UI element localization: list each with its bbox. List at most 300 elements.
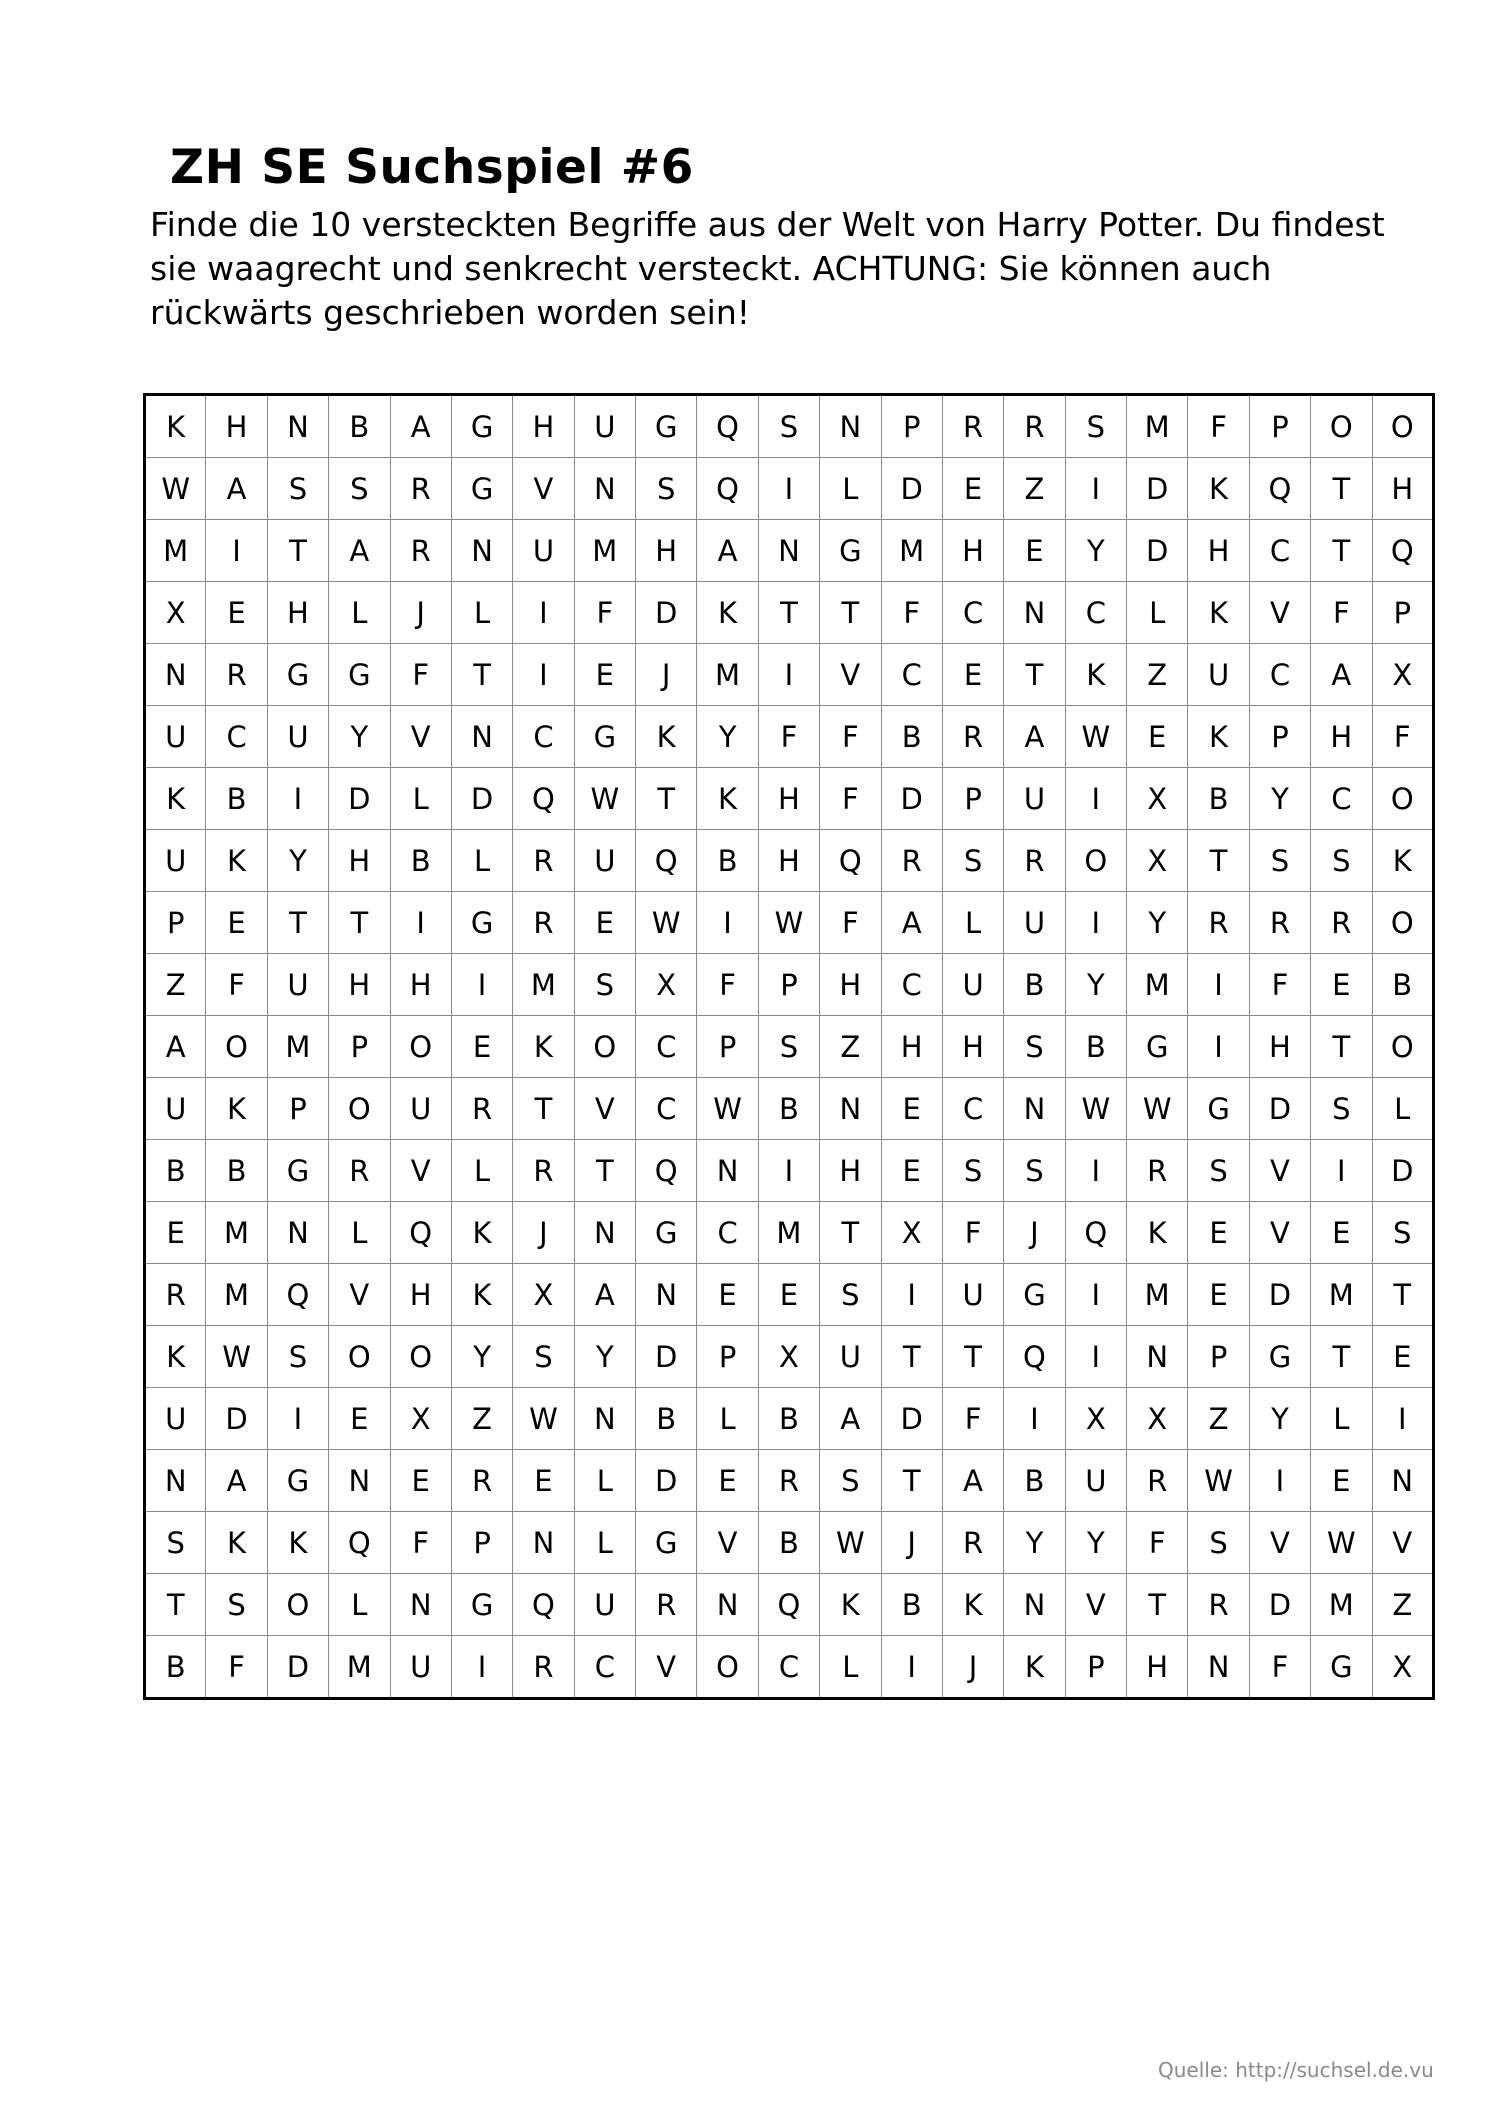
grid-cell[interactable]: R (390, 458, 451, 520)
grid-cell[interactable]: V (1249, 1202, 1310, 1264)
grid-cell[interactable]: Y (1249, 1388, 1310, 1450)
grid-cell[interactable]: C (942, 582, 1003, 644)
grid-cell[interactable]: L (697, 1388, 758, 1450)
grid-cell[interactable]: C (942, 1078, 1003, 1140)
grid-cell[interactable]: T (1127, 1574, 1188, 1636)
grid-cell[interactable]: X (1372, 644, 1434, 706)
grid-cell[interactable]: Y (267, 830, 328, 892)
grid-cell[interactable]: J (513, 1202, 574, 1264)
grid-cell[interactable]: D (267, 1636, 328, 1699)
grid-cell[interactable]: F (206, 1636, 267, 1699)
grid-cell[interactable]: R (1004, 830, 1065, 892)
grid-cell[interactable]: N (267, 1202, 328, 1264)
grid-cell[interactable]: Y (1065, 954, 1126, 1016)
grid-cell[interactable]: W (1065, 706, 1126, 768)
grid-cell[interactable]: S (1004, 1016, 1065, 1078)
grid-cell[interactable]: Y (1004, 1512, 1065, 1574)
grid-cell[interactable]: K (206, 1078, 267, 1140)
grid-cell[interactable]: K (145, 1326, 206, 1388)
grid-cell[interactable]: N (329, 1450, 390, 1512)
grid-cell[interactable]: A (206, 1450, 267, 1512)
grid-cell[interactable]: E (1127, 706, 1188, 768)
grid-cell[interactable]: N (145, 1450, 206, 1512)
grid-cell[interactable]: S (267, 458, 328, 520)
grid-cell[interactable]: O (574, 1016, 635, 1078)
grid-cell[interactable]: M (267, 1016, 328, 1078)
grid-cell[interactable]: E (574, 644, 635, 706)
grid-cell[interactable]: B (881, 1574, 942, 1636)
grid-cell[interactable]: N (1004, 1574, 1065, 1636)
grid-cell[interactable]: S (267, 1326, 328, 1388)
grid-cell[interactable]: Z (145, 954, 206, 1016)
grid-cell[interactable]: P (942, 768, 1003, 830)
grid-cell[interactable]: X (1127, 768, 1188, 830)
grid-cell[interactable]: X (145, 582, 206, 644)
grid-cell[interactable]: Z (820, 1016, 881, 1078)
grid-cell[interactable]: M (758, 1202, 819, 1264)
grid-cell[interactable]: S (513, 1326, 574, 1388)
grid-cell[interactable]: O (390, 1326, 451, 1388)
grid-cell[interactable]: R (513, 892, 574, 954)
grid-cell[interactable]: I (758, 644, 819, 706)
grid-cell[interactable]: L (574, 1512, 635, 1574)
grid-cell[interactable]: K (513, 1016, 574, 1078)
grid-cell[interactable]: N (145, 644, 206, 706)
grid-cell[interactable]: Q (267, 1264, 328, 1326)
grid-cell[interactable]: K (451, 1202, 512, 1264)
grid-cell[interactable]: L (329, 1574, 390, 1636)
grid-cell[interactable]: M (1127, 395, 1188, 458)
grid-cell[interactable]: D (1249, 1574, 1310, 1636)
grid-cell[interactable]: E (1311, 1202, 1372, 1264)
grid-cell[interactable]: T (942, 1326, 1003, 1388)
grid-cell[interactable]: X (881, 1202, 942, 1264)
grid-cell[interactable]: P (697, 1326, 758, 1388)
grid-cell[interactable]: P (1249, 706, 1310, 768)
grid-cell[interactable]: F (820, 892, 881, 954)
grid-cell[interactable]: N (513, 1512, 574, 1574)
grid-cell[interactable]: F (942, 1202, 1003, 1264)
grid-cell[interactable]: R (1188, 1574, 1249, 1636)
grid-cell[interactable]: D (1127, 458, 1188, 520)
grid-cell[interactable]: L (451, 1140, 512, 1202)
grid-cell[interactable]: B (1004, 954, 1065, 1016)
grid-cell[interactable]: H (881, 1016, 942, 1078)
grid-cell[interactable]: O (1065, 830, 1126, 892)
grid-cell[interactable]: L (390, 768, 451, 830)
grid-cell[interactable]: E (145, 1202, 206, 1264)
grid-cell[interactable]: H (636, 520, 697, 582)
grid-cell[interactable]: W (1065, 1078, 1126, 1140)
grid-cell[interactable]: I (451, 1636, 512, 1699)
grid-cell[interactable]: F (390, 644, 451, 706)
grid-cell[interactable]: M (206, 1264, 267, 1326)
grid-cell[interactable]: I (513, 644, 574, 706)
grid-cell[interactable]: L (1311, 1388, 1372, 1450)
grid-cell[interactable]: S (942, 1140, 1003, 1202)
grid-cell[interactable]: A (942, 1450, 1003, 1512)
grid-cell[interactable]: P (697, 1016, 758, 1078)
grid-cell[interactable]: O (1372, 1016, 1434, 1078)
grid-cell[interactable]: L (1372, 1078, 1434, 1140)
grid-cell[interactable]: H (329, 830, 390, 892)
grid-cell[interactable]: V (1249, 582, 1310, 644)
grid-cell[interactable]: X (758, 1326, 819, 1388)
grid-cell[interactable]: Y (574, 1326, 635, 1388)
grid-cell[interactable]: I (1065, 458, 1126, 520)
grid-cell[interactable]: W (1127, 1078, 1188, 1140)
grid-cell[interactable]: R (206, 644, 267, 706)
grid-cell[interactable]: F (942, 1388, 1003, 1450)
grid-cell[interactable]: I (1188, 1016, 1249, 1078)
grid-cell[interactable]: Z (1372, 1574, 1434, 1636)
grid-cell[interactable]: Q (758, 1574, 819, 1636)
grid-cell[interactable]: W (1311, 1512, 1372, 1574)
grid-cell[interactable]: M (1311, 1264, 1372, 1326)
grid-cell[interactable]: T (1311, 1326, 1372, 1388)
grid-cell[interactable]: D (636, 1326, 697, 1388)
grid-cell[interactable]: I (1065, 1264, 1126, 1326)
grid-cell[interactable]: K (1065, 644, 1126, 706)
grid-cell[interactable]: N (697, 1140, 758, 1202)
grid-cell[interactable]: U (1004, 768, 1065, 830)
grid-cell[interactable]: Q (513, 768, 574, 830)
grid-cell[interactable]: T (636, 768, 697, 830)
grid-cell[interactable]: G (1311, 1636, 1372, 1699)
grid-cell[interactable]: S (1311, 1078, 1372, 1140)
grid-cell[interactable]: T (1372, 1264, 1434, 1326)
grid-cell[interactable]: E (451, 1016, 512, 1078)
grid-cell[interactable]: H (390, 1264, 451, 1326)
grid-cell[interactable]: I (697, 892, 758, 954)
grid-cell[interactable]: I (390, 892, 451, 954)
grid-cell[interactable]: H (820, 1140, 881, 1202)
grid-cell[interactable]: I (1065, 1140, 1126, 1202)
grid-cell[interactable]: N (1004, 582, 1065, 644)
grid-cell[interactable]: Q (513, 1574, 574, 1636)
grid-cell[interactable]: I (267, 768, 328, 830)
grid-cell[interactable]: D (881, 458, 942, 520)
grid-cell[interactable]: E (1311, 1450, 1372, 1512)
grid-cell[interactable]: E (206, 892, 267, 954)
grid-cell[interactable]: H (758, 768, 819, 830)
grid-cell[interactable]: D (1249, 1264, 1310, 1326)
grid-cell[interactable]: H (390, 954, 451, 1016)
grid-cell[interactable]: U (574, 830, 635, 892)
grid-cell[interactable]: S (1249, 830, 1310, 892)
grid-cell[interactable]: L (820, 458, 881, 520)
grid-cell[interactable]: C (758, 1636, 819, 1699)
grid-cell[interactable]: O (1372, 768, 1434, 830)
grid-cell[interactable]: K (206, 830, 267, 892)
grid-cell[interactable]: B (1188, 768, 1249, 830)
grid-cell[interactable]: V (1249, 1140, 1310, 1202)
grid-cell[interactable]: C (1249, 520, 1310, 582)
grid-cell[interactable]: K (267, 1512, 328, 1574)
grid-cell[interactable]: L (942, 892, 1003, 954)
grid-cell[interactable]: K (697, 768, 758, 830)
grid-cell[interactable]: N (820, 1078, 881, 1140)
grid-cell[interactable]: G (820, 520, 881, 582)
grid-cell[interactable]: W (513, 1388, 574, 1450)
grid-cell[interactable]: H (1311, 706, 1372, 768)
grid-cell[interactable]: A (820, 1388, 881, 1450)
grid-cell[interactable]: H (942, 1016, 1003, 1078)
grid-cell[interactable]: F (1311, 582, 1372, 644)
grid-cell[interactable]: E (881, 1078, 942, 1140)
grid-cell[interactable]: S (820, 1450, 881, 1512)
grid-cell[interactable]: R (513, 1140, 574, 1202)
grid-cell[interactable]: F (1249, 954, 1310, 1016)
grid-cell[interactable]: K (636, 706, 697, 768)
grid-cell[interactable]: V (820, 644, 881, 706)
grid-cell[interactable]: L (1127, 582, 1188, 644)
grid-cell[interactable]: Q (1065, 1202, 1126, 1264)
grid-cell[interactable]: B (145, 1140, 206, 1202)
grid-cell[interactable]: C (636, 1016, 697, 1078)
grid-cell[interactable]: R (1249, 892, 1310, 954)
grid-cell[interactable]: N (574, 1202, 635, 1264)
grid-cell[interactable]: V (574, 1078, 635, 1140)
grid-cell[interactable]: H (329, 954, 390, 1016)
grid-cell[interactable]: R (451, 1078, 512, 1140)
grid-cell[interactable]: I (1372, 1388, 1434, 1450)
grid-cell[interactable]: D (881, 768, 942, 830)
grid-cell[interactable]: I (513, 582, 574, 644)
grid-cell[interactable]: Q (697, 395, 758, 458)
grid-cell[interactable]: K (451, 1264, 512, 1326)
grid-cell[interactable]: Y (1065, 1512, 1126, 1574)
grid-cell[interactable]: U (1004, 892, 1065, 954)
grid-cell[interactable]: T (267, 520, 328, 582)
grid-cell[interactable]: U (145, 1388, 206, 1450)
grid-cell[interactable]: Z (1004, 458, 1065, 520)
grid-cell[interactable]: L (574, 1450, 635, 1512)
grid-cell[interactable]: Q (820, 830, 881, 892)
grid-cell[interactable]: N (1188, 1636, 1249, 1699)
grid-cell[interactable]: D (451, 768, 512, 830)
grid-cell[interactable]: W (636, 892, 697, 954)
grid-cell[interactable]: V (1372, 1512, 1434, 1574)
grid-cell[interactable]: P (145, 892, 206, 954)
grid-cell[interactable]: H (1188, 520, 1249, 582)
grid-cell[interactable]: P (1249, 395, 1310, 458)
grid-cell[interactable]: B (1065, 1016, 1126, 1078)
grid-cell[interactable]: R (1127, 1140, 1188, 1202)
grid-cell[interactable]: G (1004, 1264, 1065, 1326)
grid-cell[interactable]: X (513, 1264, 574, 1326)
grid-cell[interactable]: V (1249, 1512, 1310, 1574)
grid-cell[interactable]: I (206, 520, 267, 582)
grid-cell[interactable]: V (329, 1264, 390, 1326)
grid-cell[interactable]: B (390, 830, 451, 892)
grid-cell[interactable]: D (1127, 520, 1188, 582)
grid-cell[interactable]: A (697, 520, 758, 582)
grid-cell[interactable]: Q (636, 830, 697, 892)
grid-cell[interactable]: N (574, 458, 635, 520)
grid-cell[interactable]: O (267, 1574, 328, 1636)
grid-cell[interactable]: G (1127, 1016, 1188, 1078)
grid-cell[interactable]: B (1004, 1450, 1065, 1512)
grid-cell[interactable]: R (942, 395, 1003, 458)
grid-cell[interactable]: S (758, 1016, 819, 1078)
grid-cell[interactable]: H (758, 830, 819, 892)
grid-cell[interactable]: P (1188, 1326, 1249, 1388)
grid-cell[interactable]: K (697, 582, 758, 644)
grid-cell[interactable]: D (1372, 1140, 1434, 1202)
grid-cell[interactable]: B (758, 1388, 819, 1450)
grid-cell[interactable]: S (1188, 1512, 1249, 1574)
grid-cell[interactable]: E (697, 1450, 758, 1512)
grid-cell[interactable]: K (820, 1574, 881, 1636)
grid-cell[interactable]: F (1249, 1636, 1310, 1699)
grid-cell[interactable]: I (881, 1636, 942, 1699)
grid-cell[interactable]: G (451, 1574, 512, 1636)
grid-cell[interactable]: S (1065, 395, 1126, 458)
grid-cell[interactable]: C (206, 706, 267, 768)
grid-cell[interactable]: Q (1372, 520, 1434, 582)
grid-cell[interactable]: U (145, 1078, 206, 1140)
grid-cell[interactable]: N (1372, 1450, 1434, 1512)
grid-cell[interactable]: C (574, 1636, 635, 1699)
grid-cell[interactable]: R (451, 1450, 512, 1512)
grid-cell[interactable]: I (1065, 768, 1126, 830)
grid-cell[interactable]: T (145, 1574, 206, 1636)
grid-cell[interactable]: E (942, 644, 1003, 706)
grid-cell[interactable]: S (636, 458, 697, 520)
grid-cell[interactable]: B (206, 1140, 267, 1202)
grid-cell[interactable]: T (329, 892, 390, 954)
grid-cell[interactable]: S (1311, 830, 1372, 892)
grid-cell[interactable]: T (758, 582, 819, 644)
grid-cell[interactable]: M (1127, 1264, 1188, 1326)
grid-cell[interactable]: H (1372, 458, 1434, 520)
grid-cell[interactable]: C (881, 644, 942, 706)
grid-cell[interactable]: X (636, 954, 697, 1016)
grid-cell[interactable]: S (145, 1512, 206, 1574)
grid-cell[interactable]: X (390, 1388, 451, 1450)
grid-cell[interactable]: Q (329, 1512, 390, 1574)
grid-cell[interactable]: R (1311, 892, 1372, 954)
grid-cell[interactable]: F (390, 1512, 451, 1574)
grid-cell[interactable]: M (1127, 954, 1188, 1016)
grid-cell[interactable]: U (574, 395, 635, 458)
grid-cell[interactable]: O (329, 1078, 390, 1140)
grid-cell[interactable]: G (1249, 1326, 1310, 1388)
grid-cell[interactable]: B (881, 706, 942, 768)
grid-cell[interactable]: O (1372, 892, 1434, 954)
grid-cell[interactable]: I (1311, 1140, 1372, 1202)
grid-cell[interactable]: Q (636, 1140, 697, 1202)
grid-cell[interactable]: B (758, 1078, 819, 1140)
grid-cell[interactable]: G (1188, 1078, 1249, 1140)
grid-cell[interactable]: V (390, 706, 451, 768)
grid-cell[interactable]: W (820, 1512, 881, 1574)
grid-cell[interactable]: N (390, 1574, 451, 1636)
grid-cell[interactable]: S (1188, 1140, 1249, 1202)
grid-cell[interactable]: I (451, 954, 512, 1016)
grid-cell[interactable]: C (881, 954, 942, 1016)
grid-cell[interactable]: E (758, 1264, 819, 1326)
grid-cell[interactable]: D (881, 1388, 942, 1450)
grid-cell[interactable]: T (451, 644, 512, 706)
grid-cell[interactable]: X (1065, 1388, 1126, 1450)
grid-cell[interactable]: R (390, 520, 451, 582)
grid-cell[interactable]: M (206, 1202, 267, 1264)
grid-cell[interactable]: C (636, 1078, 697, 1140)
grid-cell[interactable]: X (1127, 1388, 1188, 1450)
grid-cell[interactable]: T (574, 1140, 635, 1202)
grid-cell[interactable]: L (329, 1202, 390, 1264)
grid-cell[interactable]: D (636, 1450, 697, 1512)
grid-cell[interactable]: F (1372, 706, 1434, 768)
grid-cell[interactable]: R (329, 1140, 390, 1202)
grid-cell[interactable]: V (697, 1512, 758, 1574)
grid-cell[interactable]: E (942, 458, 1003, 520)
grid-cell[interactable]: F (206, 954, 267, 1016)
grid-cell[interactable]: Z (1188, 1388, 1249, 1450)
grid-cell[interactable]: N (267, 395, 328, 458)
grid-cell[interactable]: S (942, 830, 1003, 892)
grid-cell[interactable]: N (1127, 1326, 1188, 1388)
grid-cell[interactable]: O (329, 1326, 390, 1388)
grid-cell[interactable]: L (451, 830, 512, 892)
grid-cell[interactable]: F (881, 582, 942, 644)
grid-cell[interactable]: P (329, 1016, 390, 1078)
grid-cell[interactable]: I (758, 1140, 819, 1202)
grid-cell[interactable]: Q (697, 458, 758, 520)
grid-cell[interactable]: U (267, 954, 328, 1016)
grid-cell[interactable]: U (820, 1326, 881, 1388)
grid-cell[interactable]: D (329, 768, 390, 830)
grid-cell[interactable]: P (881, 395, 942, 458)
grid-cell[interactable]: N (758, 520, 819, 582)
grid-cell[interactable]: A (881, 892, 942, 954)
grid-cell[interactable]: G (636, 1512, 697, 1574)
grid-cell[interactable]: T (881, 1326, 942, 1388)
grid-cell[interactable]: C (1065, 582, 1126, 644)
grid-cell[interactable]: C (697, 1202, 758, 1264)
grid-cell[interactable]: R (1004, 395, 1065, 458)
grid-cell[interactable]: H (206, 395, 267, 458)
grid-cell[interactable]: M (1311, 1574, 1372, 1636)
grid-cell[interactable]: R (758, 1450, 819, 1512)
grid-cell[interactable]: V (636, 1636, 697, 1699)
grid-cell[interactable]: I (1004, 1388, 1065, 1450)
grid-cell[interactable]: I (758, 458, 819, 520)
grid-cell[interactable]: V (1065, 1574, 1126, 1636)
grid-cell[interactable]: F (758, 706, 819, 768)
grid-cell[interactable]: T (513, 1078, 574, 1140)
grid-cell[interactable]: E (1188, 1264, 1249, 1326)
grid-cell[interactable]: J (390, 582, 451, 644)
grid-cell[interactable]: F (820, 768, 881, 830)
grid-cell[interactable]: K (1127, 1202, 1188, 1264)
grid-cell[interactable]: N (697, 1574, 758, 1636)
grid-cell[interactable]: F (697, 954, 758, 1016)
grid-cell[interactable]: J (942, 1636, 1003, 1699)
grid-cell[interactable]: W (1188, 1450, 1249, 1512)
grid-cell[interactable]: K (942, 1574, 1003, 1636)
grid-cell[interactable]: A (1004, 706, 1065, 768)
grid-cell[interactable]: B (145, 1636, 206, 1699)
grid-cell[interactable]: H (1127, 1636, 1188, 1699)
grid-cell[interactable]: F (1127, 1512, 1188, 1574)
grid-cell[interactable]: I (1065, 1326, 1126, 1388)
grid-cell[interactable]: O (1311, 395, 1372, 458)
grid-cell[interactable]: W (697, 1078, 758, 1140)
grid-cell[interactable]: T (1311, 458, 1372, 520)
